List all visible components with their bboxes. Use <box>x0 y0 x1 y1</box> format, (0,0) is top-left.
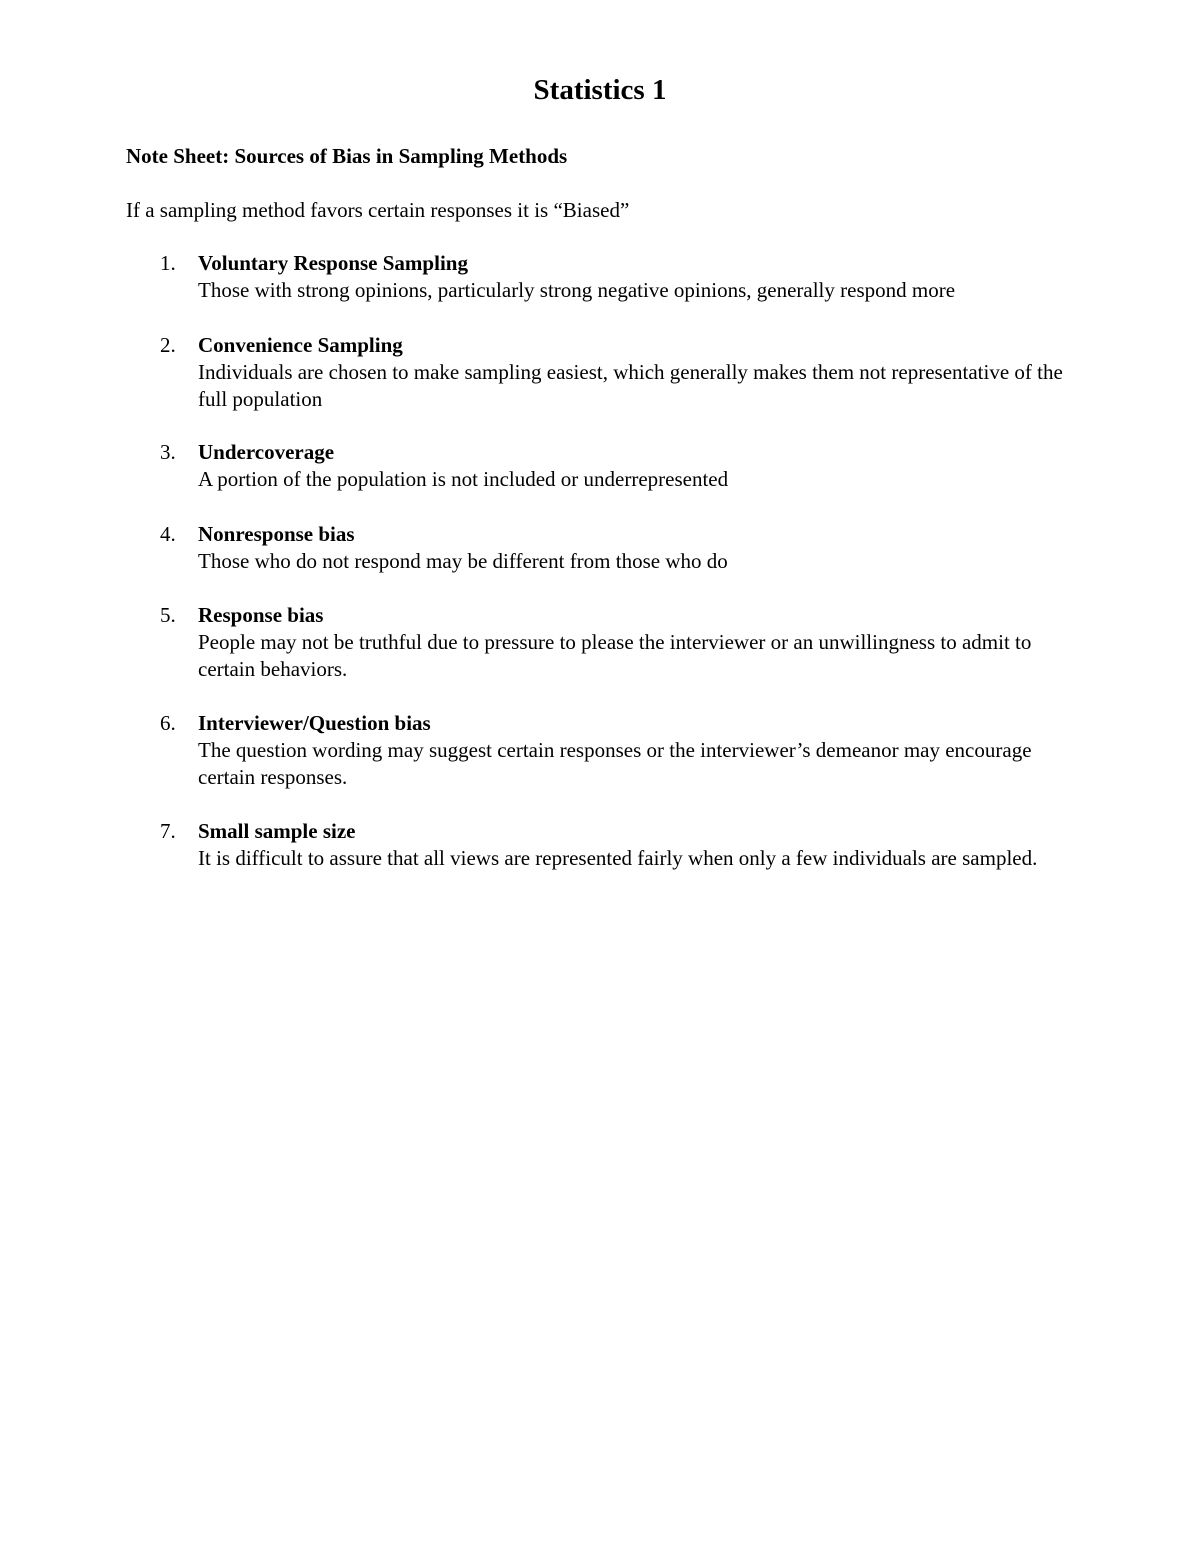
bias-description: The question wording may suggest certain responses or the interviewer’s demeanor may encourage certain responses. <box>198 738 1032 789</box>
list-item-body <box>198 332 1078 413</box>
bias-description: A portion of the population is not included or underrepresented <box>198 467 729 491</box>
bias-description: Individuals are chosen to make sampling easiest, which generally makes them not representative of the full population <box>198 360 1063 411</box>
list-item-number: 1. <box>160 251 176 275</box>
intro-text: If a sampling method favors certain responses it is “Biased” <box>126 198 630 222</box>
bias-term: Convenience Sampling <box>198 333 403 357</box>
list-item-number: 7. <box>160 819 176 843</box>
list-item-body <box>198 602 1078 683</box>
bias-description: People may not be truthful due to pressure to please the interviewer or an unwillingness to admit to certain behaviors. <box>198 630 1032 681</box>
list-item-body <box>198 250 1078 304</box>
bias-description: It is difficult to assure that all views are represented fairly when only a few individuals are sampled. <box>198 846 1038 870</box>
bias-term: Response bias <box>198 603 324 627</box>
bias-term: Undercoverage <box>198 440 335 464</box>
bias-term: Nonresponse bias <box>198 522 355 546</box>
list-item-body <box>198 818 1078 872</box>
note-sheet-subtitle: Note Sheet: Sources of Bias in Sampling Methods <box>126 144 568 168</box>
list-item-body <box>198 439 1078 493</box>
list-item-number: 4. <box>160 522 176 546</box>
list-item-number: 3. <box>160 440 176 464</box>
bias-term: Interviewer/Question bias <box>198 711 431 735</box>
list-item-body <box>198 521 1078 575</box>
bias-description: Those with strong opinions, particularly strong negative opinions, generally respond more <box>198 278 956 302</box>
bias-term: Voluntary Response Sampling <box>198 251 468 275</box>
bias-description: Those who do not respond may be different from those who do <box>198 549 728 573</box>
page-title: Statistics 1 <box>533 74 667 106</box>
list-item-number: 5. <box>160 603 176 627</box>
list-item-number: 2. <box>160 333 176 357</box>
bias-term: Small sample size <box>198 819 356 843</box>
list-item-body <box>198 710 1078 791</box>
list-item-number: 6. <box>160 711 176 735</box>
